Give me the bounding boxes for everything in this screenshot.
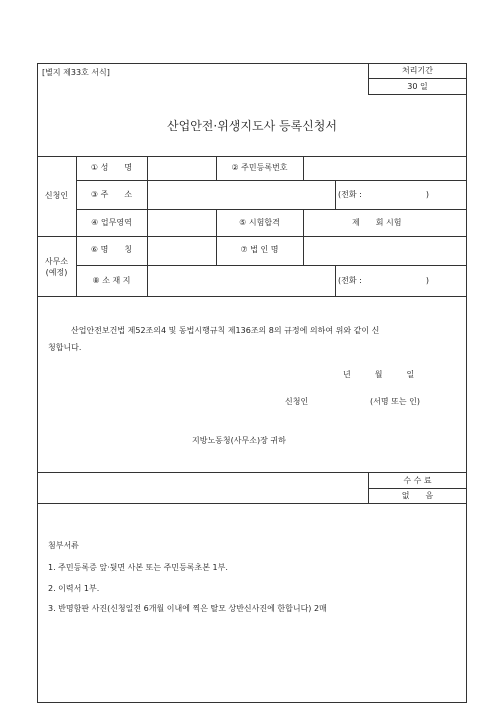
fee-value: 없 음 <box>401 491 434 500</box>
office-section-note: (예정) <box>45 268 68 277</box>
legal-name-label: ⑦ 법 인 명 <box>240 245 279 254</box>
location-label: ⑧ 소 재 지 <box>92 276 131 285</box>
applicant-section-label: 신청인 <box>44 191 69 200</box>
business-area-label: ④ 업무영역 <box>91 218 132 227</box>
processing-period-label: 처리기간 <box>402 66 433 75</box>
attachment-item: 3. 반명함판 사진(신청일전 6개월 이내에 찍은 탈모 상반신사진에 한합니다) 2매 <box>48 604 327 613</box>
rrn-field[interactable] <box>304 157 466 179</box>
address-label: ③ 주 소 <box>90 190 133 199</box>
date-line[interactable]: 년 월 일 <box>343 370 415 379</box>
exam-pass-value[interactable]: 제 회 시험 <box>352 218 402 227</box>
statement-line-2: 청합니다. <box>48 343 82 352</box>
signature-note[interactable]: (서명 또는 인) <box>370 397 420 406</box>
name-label: ① 성 명 <box>90 163 133 172</box>
office-name-field[interactable] <box>148 237 215 264</box>
processing-period-value: 30 일 <box>407 82 428 91</box>
attachments-heading: 첨부서류 <box>48 541 79 550</box>
attachment-item: 2. 이력서 1부. <box>48 584 100 593</box>
business-area-field[interactable] <box>148 210 215 235</box>
statement-line-1: 산업안전보건법 제52조의4 및 동법시행규칙 제136조의 8의 규정에 의하여 위와 같이 신 <box>71 326 380 335</box>
address-phone[interactable]: (전화 : ) <box>338 190 429 199</box>
signer-label: 신청인 <box>285 397 309 406</box>
office-name-label: ⑥ 명 칭 <box>90 245 133 254</box>
form-title: 산업안전·위생지도사 등록신청서 <box>167 119 337 133</box>
attachment-item: 1. 주민등록증 앞·뒷면 사본 또는 주민등록초본 1부. <box>48 563 228 572</box>
address-field[interactable] <box>148 181 334 208</box>
office-section-label: 사무소 <box>44 257 69 266</box>
fee-label: 수 수 료 <box>403 476 432 485</box>
exam-pass-label: ⑤ 시험합격 <box>239 218 280 227</box>
form-number: [별지 제33호 서식] <box>42 68 110 77</box>
recipient: 지방노동청(사무소)장 귀하 <box>192 436 286 445</box>
legal-name-field[interactable] <box>304 237 466 264</box>
name-field[interactable] <box>148 157 215 179</box>
location-phone[interactable]: (전화 : ) <box>338 276 429 285</box>
rrn-label: ② 주민등록번호 <box>231 163 288 172</box>
location-field[interactable] <box>148 266 334 295</box>
